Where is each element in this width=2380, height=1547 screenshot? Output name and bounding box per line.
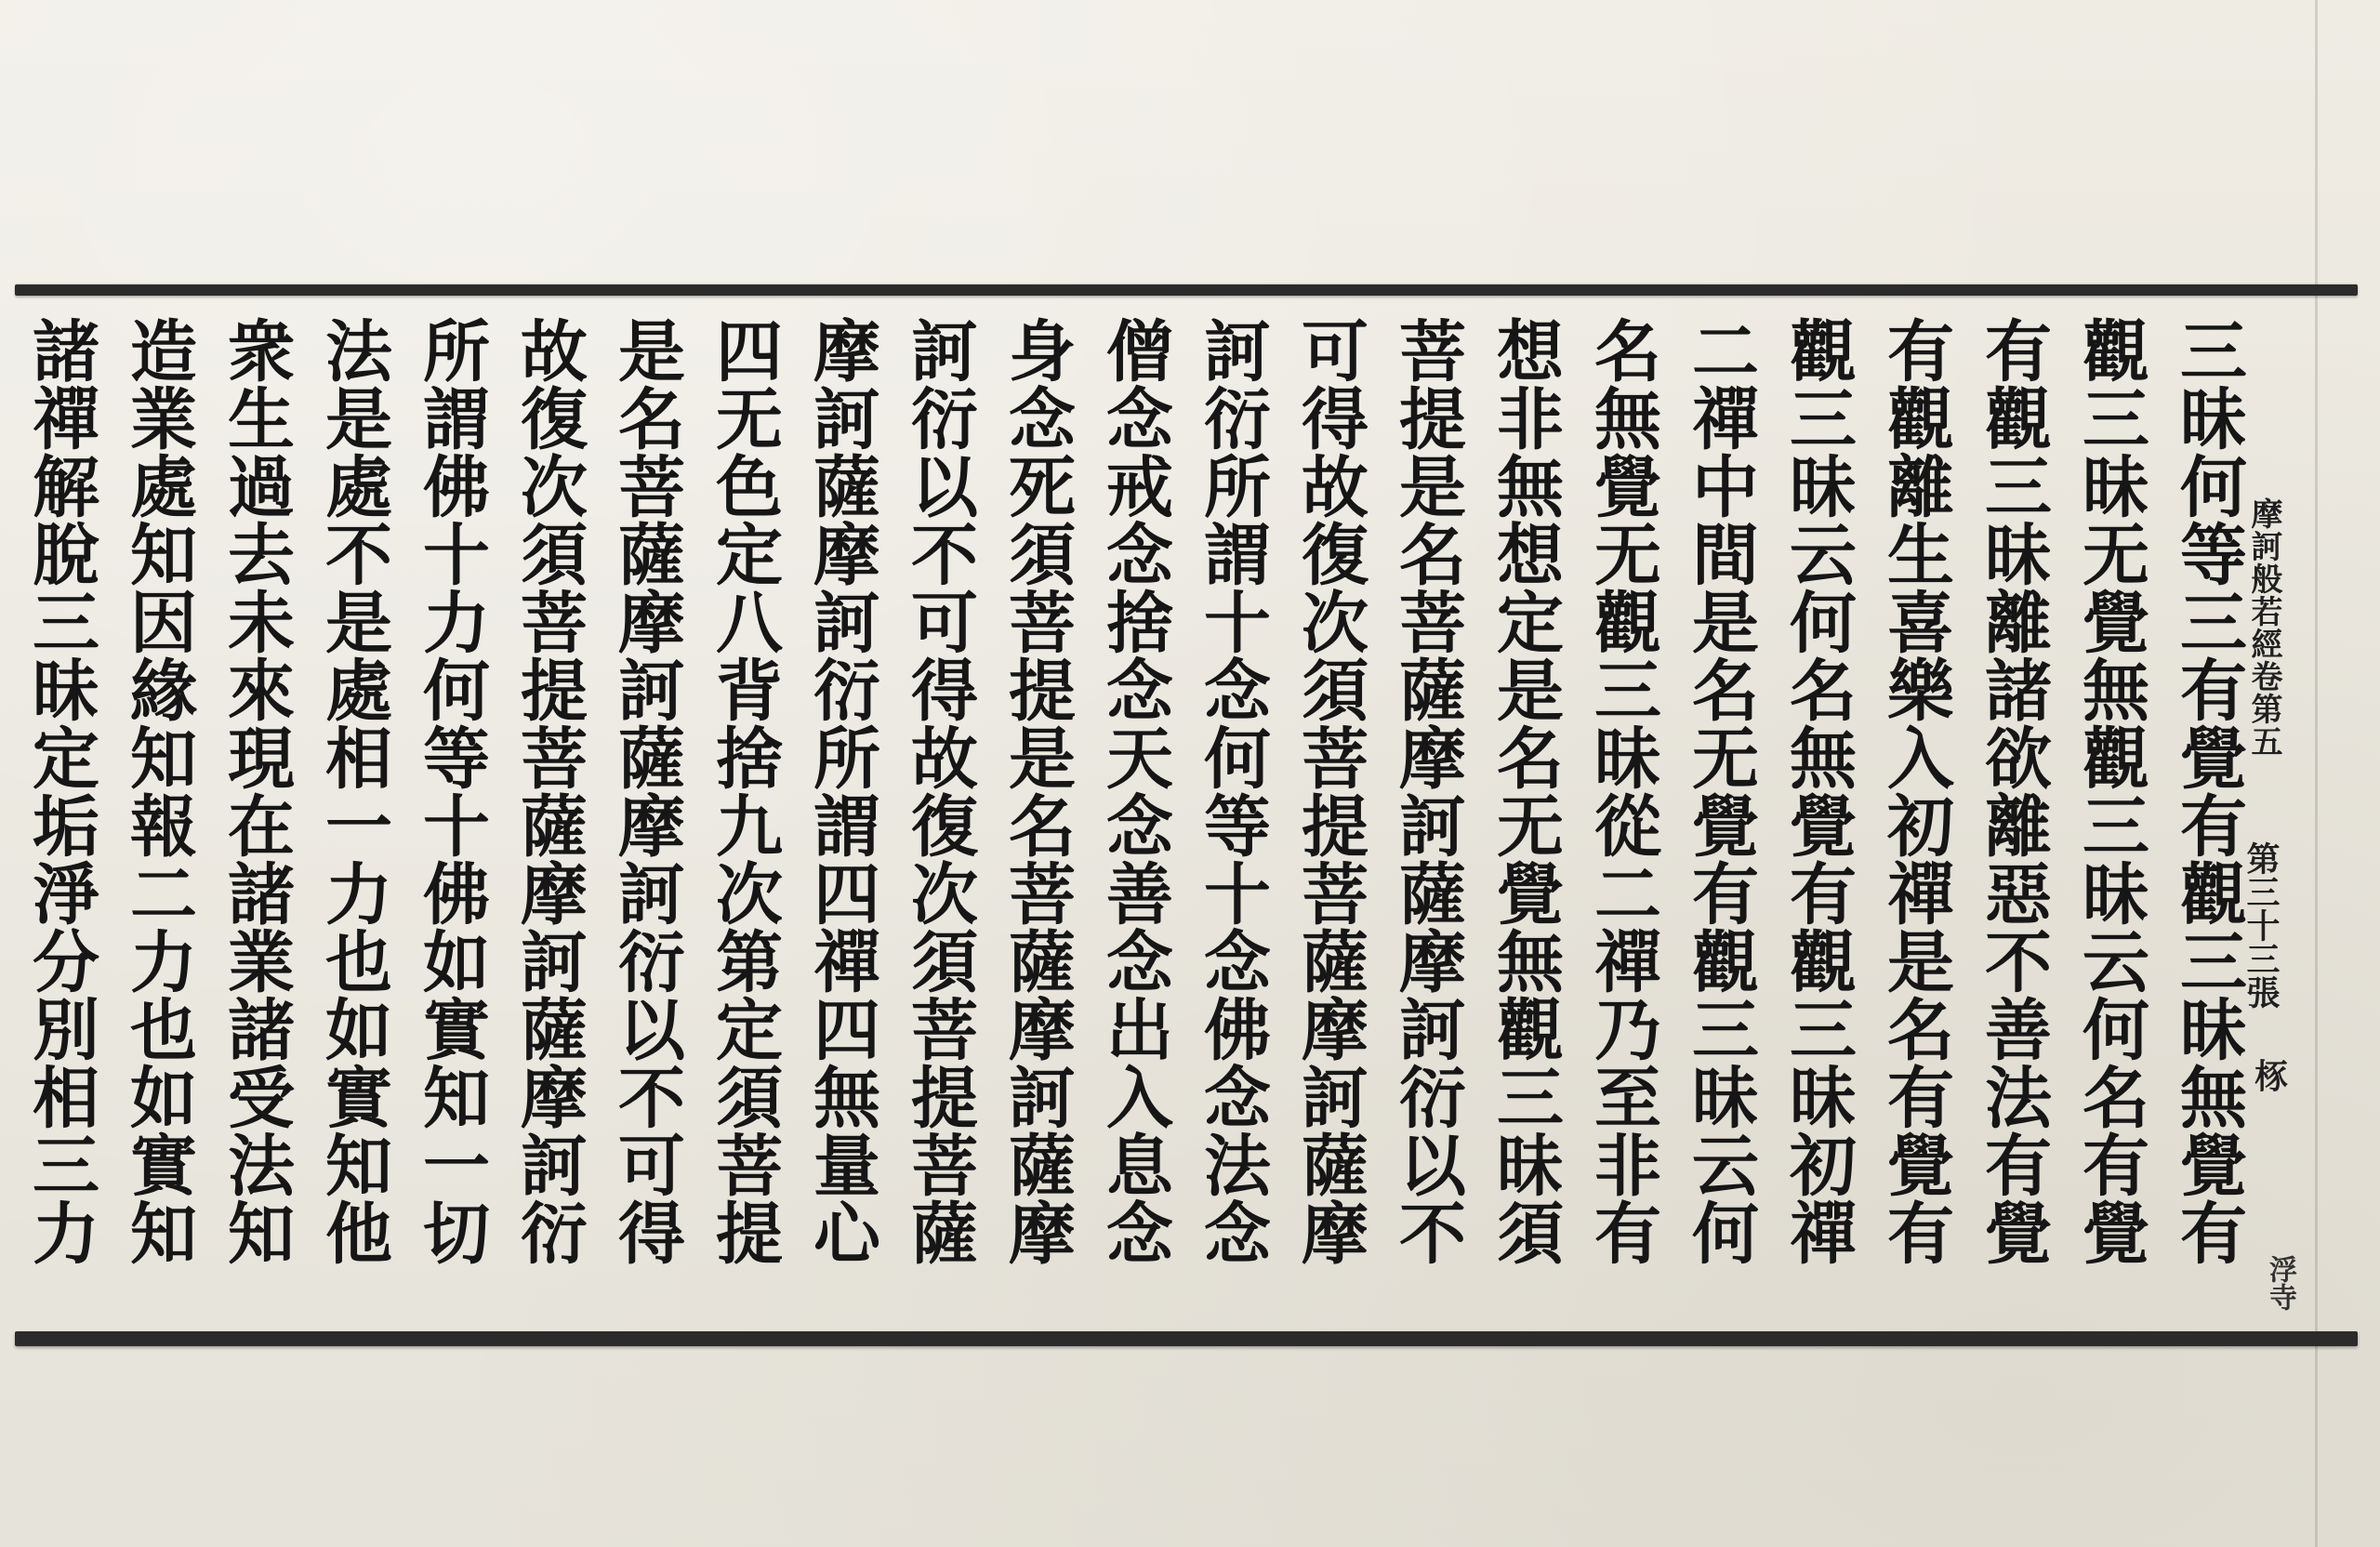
text-column-13: 身念死須菩提是名菩薩摩訶薩摩	[998, 316, 1077, 1266]
text-column-1: 三昧何等三有覺有觀三昧無覺有	[2169, 316, 2248, 1266]
frame-border-top	[15, 284, 2358, 296]
text-column-18: 故復次須菩提菩薩摩訶薩摩訶衍	[509, 316, 588, 1266]
text-column-3: 有觀三昧離諸欲離惡不善法有覺	[1974, 316, 2053, 1266]
text-column-6: 二禪中間是名无覺有觀三昧云何	[1681, 316, 1760, 1266]
text-column-10: 可得故復次須菩提菩薩摩訶薩摩	[1290, 316, 1369, 1266]
page-fold-line	[2315, 0, 2318, 1547]
text-column-8: 想非無想定是名无覺無觀三昧須	[1486, 316, 1565, 1266]
text-column-14: 訶衍以不可得故復次須菩提菩薩	[900, 316, 979, 1266]
text-column-7: 名無覺无觀三昧從二禪乃至非有	[1583, 316, 1662, 1266]
text-column-16: 四无色定八背捨九次第定須菩提	[705, 316, 784, 1266]
text-column-17: 是名菩薩摩訶薩摩訶衍以不可得	[607, 316, 686, 1266]
margin-page-number: 第三十三張	[2241, 841, 2281, 1009]
text-column-20: 法是處不是處相一力也如實知他	[314, 316, 393, 1266]
text-column-2: 觀三昧无覺無觀三昧云何名有覺	[2071, 316, 2150, 1266]
text-column-19: 所謂佛十力何等十佛如實知一切	[412, 316, 491, 1266]
text-column-5: 觀三昧云何名無覺有觀三昧初禪	[1778, 316, 1858, 1266]
text-column-11: 訶衍所謂十念何等十念佛念法念	[1193, 316, 1272, 1266]
text-column-12: 僧念戒念捨念天念善念出入息念	[1095, 316, 1174, 1266]
text-column-22: 造業處知因緣知報二力也如實知	[119, 316, 198, 1266]
text-column-21: 衆生過去未來現在諸業諸受法知	[217, 316, 296, 1266]
frame-border-bottom	[15, 1331, 2358, 1346]
text-column-15: 摩訶薩摩訶衍所謂四禪四無量心	[802, 316, 881, 1266]
text-column-4: 有觀離生喜樂入初禪是名有覺有	[1876, 316, 1955, 1266]
margin-temple-mark: 浮寺	[2264, 1255, 2296, 1311]
text-column-23: 諸禪解脫三昧定垢淨分別相三力	[21, 316, 100, 1266]
margin-sutra-title: 摩訶般若經卷第五	[2245, 497, 2282, 758]
text-column-9: 菩提是名菩薩摩訶薩摩訶衍以不	[1388, 316, 1467, 1266]
margin-carver-mark: 㭬	[2254, 1057, 2289, 1096]
